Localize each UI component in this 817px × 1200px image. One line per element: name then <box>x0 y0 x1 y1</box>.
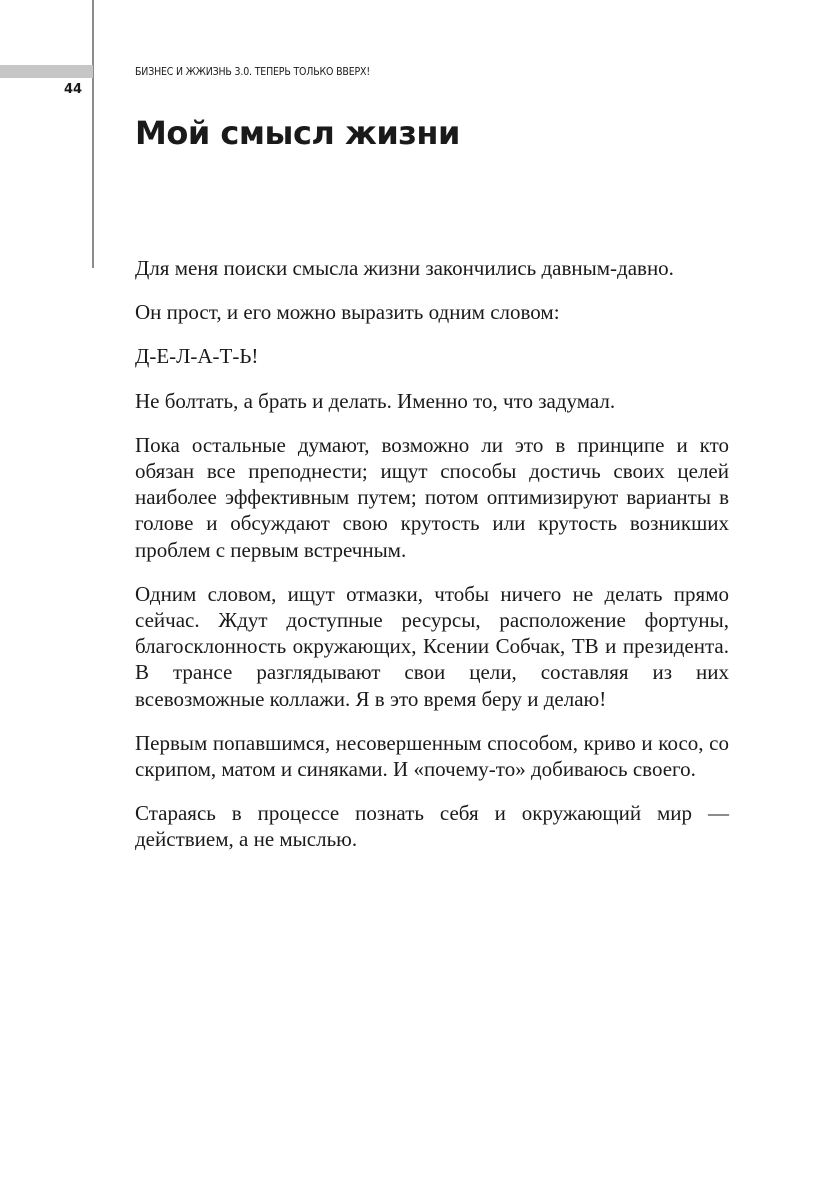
chapter-title: Мой смысл жизни <box>135 114 460 152</box>
paragraph: Стараясь в процессе познать себя и окружающий мир — действием, а не мыслью. <box>135 801 729 852</box>
paragraph: Первым попавшимся, несовершенным способом, криво и косо, со скрипом, матом и синяками. И «почему-то» добиваюсь своего. <box>135 730 729 782</box>
paragraph: Для меня поиски смысла жизни закончились давным-давно. <box>135 256 674 280</box>
paragraph: Он прост, и его можно выразить одним словом: <box>135 300 560 325</box>
header-tab-bar <box>0 65 93 78</box>
paragraph: Одним словом, ищут отмазки, чтобы ничего не делать прямо сейчас. Ждут доступные ресурсы, расположение фортуны, благосклонность окружающих, Ксении Собчак, ТВ и президента. В трансе разглядывают свои цели, составляя из них всевозможные коллажи. Я в это время беру и делаю! <box>135 581 729 711</box>
page-margin-rule <box>92 0 94 268</box>
paragraph: Не болтать, а брать и делать. Именно то, что задумал. <box>135 388 616 413</box>
paragraph: Д-Е-Л-А-Т-Ь! <box>135 344 259 369</box>
running-header: БИЗНЕС И ЖЖИЗНЬ 3.0. ТЕПЕРЬ ТОЛЬКО ВВЕРХ! <box>135 66 370 78</box>
page-number: 44 <box>64 82 83 97</box>
paragraph: Пока остальные думают, возможно ли это в принципе и кто обязан все преподнести; ищут способы достичь своих целей наиболее эффективным путем; потом оптимизируют варианты в голове и обсуждают свою крутость или крутость возникших проблем с первым встречным. <box>135 432 729 562</box>
body-text <box>135 255 729 871</box>
